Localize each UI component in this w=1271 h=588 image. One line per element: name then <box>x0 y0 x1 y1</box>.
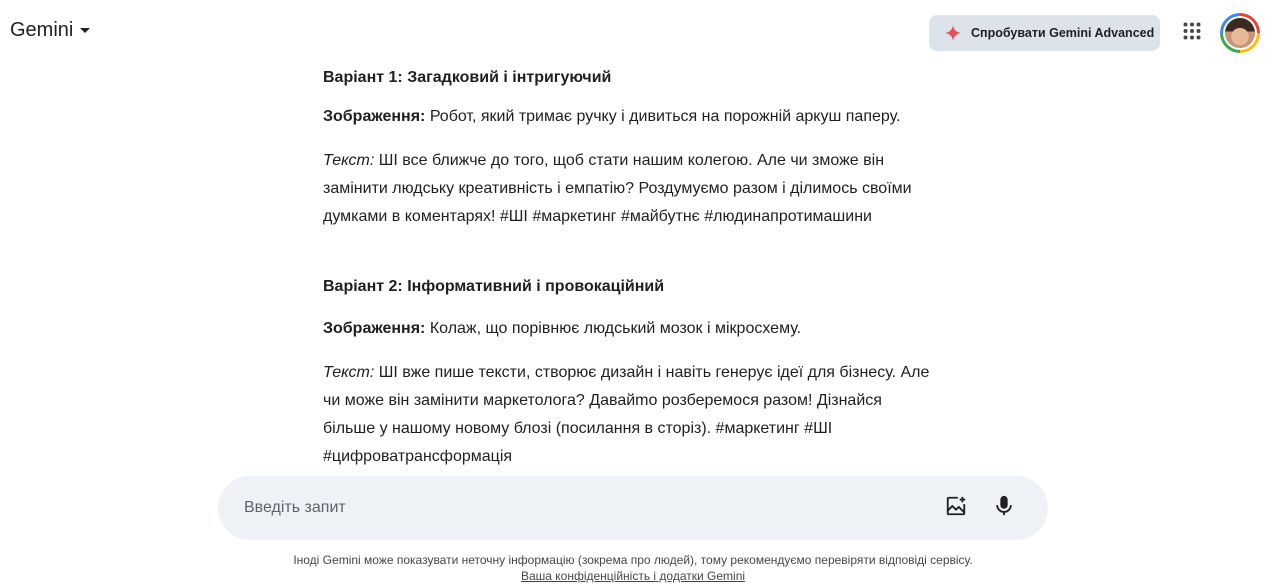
variant1-image-paragraph <box>323 103 953 131</box>
variant2-text-paragraph <box>323 359 953 471</box>
variant2-text-label: Текст: <box>323 364 375 381</box>
footer <box>0 552 1266 584</box>
variant2-text-line: ШІ вже пише тексти, створює дизайн і навіть генерує ідеї для бізнесу. Але <box>374 364 930 381</box>
variant1-image-text: Робот, який тримає ручку і дивиться на порожній аркуш паперу. <box>425 108 901 125</box>
variant2-text-line: чи може він замінити маркетолога? Давайmo розберемося разом! Дізнайся <box>323 392 882 409</box>
variant1-text-paragraph <box>323 147 953 231</box>
caret-down-icon <box>77 23 93 39</box>
microphone-button[interactable] <box>986 490 1022 526</box>
variant1-text-label: Текст: <box>323 152 375 169</box>
add-image-button[interactable] <box>938 490 974 526</box>
privacy-link[interactable]: Ваша конфіденційність і додатки Gemini <box>520 569 746 583</box>
variant2-image-text: Колаж, що порівнює людський мозок і мікросхему. <box>425 320 802 337</box>
try-advanced-label: Спробувати Gemini Advanced <box>971 26 1155 40</box>
variant2-heading: Варіант 2: Інформативний і провокаційний <box>323 278 665 295</box>
prompt-input[interactable] <box>244 499 926 517</box>
variant2-text-line: більше у нашому новому блозі (посилання в сторіз). #маркетинг #ШІ <box>323 420 833 437</box>
microphone-icon <box>994 495 1014 522</box>
app-title-menu[interactable] <box>10 19 93 42</box>
footer-disclaimer: Іноді Gemini може показувати неточну інформацію (зокрема про людей), тому рекомендуємо перевіряти відповіді сервісу. <box>293 553 973 567</box>
account-avatar-button[interactable] <box>1220 13 1260 53</box>
variant2-image-label: Зображення: <box>323 320 426 337</box>
variant1-text-line: ШІ все ближче до того, щоб стати нашим колегою. Але чи зможе він <box>374 152 885 169</box>
try-advanced-button[interactable] <box>929 15 1160 51</box>
avatar <box>1225 18 1255 48</box>
prompt-bar <box>218 476 1048 540</box>
variant1-heading: Варіант 1: Загадковий і інтригуючий <box>323 69 612 86</box>
app-title: Gemini <box>10 19 74 41</box>
variant2-text-line: #цифроватрансформація <box>323 448 513 465</box>
variant1-text-line: замінити людську креативність і емпатію? Роздумуємо разом і ділимось своїми <box>323 180 912 197</box>
variant1-text-line: думками в коментарях! #ШІ #маркетинг #майбутнє #людинапротимашини <box>323 208 872 225</box>
apps-grid-icon <box>1183 22 1201 45</box>
sparkle-icon <box>945 25 961 41</box>
apps-grid-button[interactable] <box>1176 17 1208 49</box>
variant1-image-label: Зображення: <box>323 108 426 125</box>
variant2-image-paragraph <box>323 315 953 343</box>
top-bar <box>0 0 1271 64</box>
add-image-icon <box>945 495 967 522</box>
